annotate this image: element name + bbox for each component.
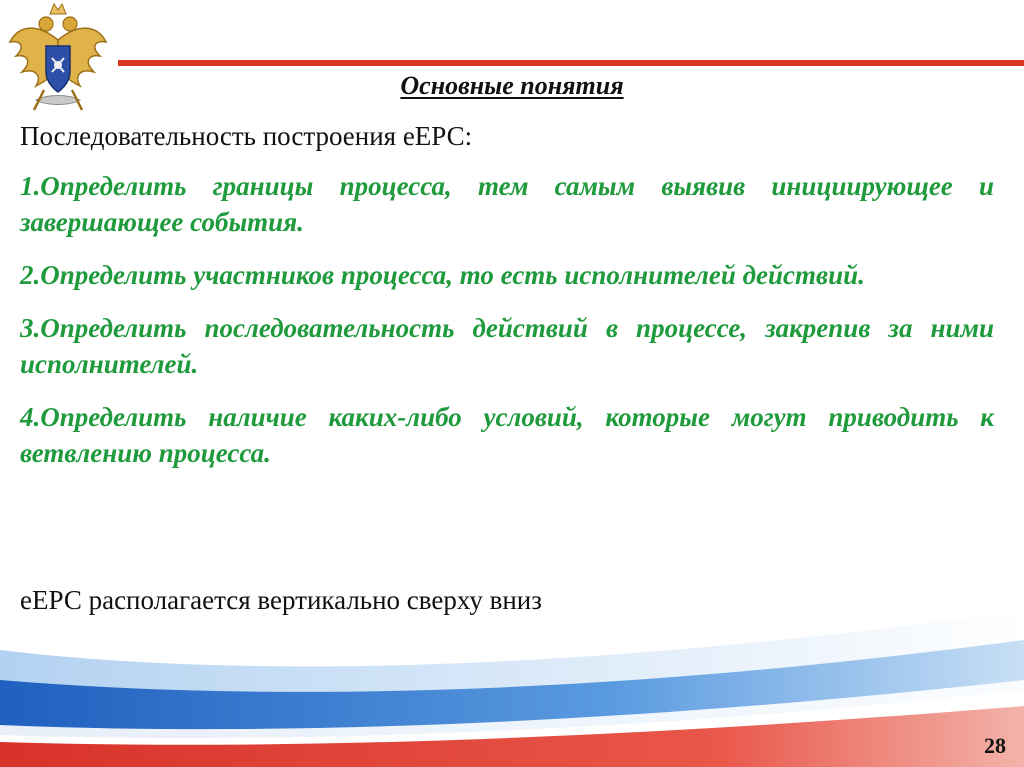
intro-text: Последовательность построения еЕРС: — [20, 121, 473, 151]
step-item: 4.Определить наличие каких-либо условий, которые могут приводить к ветвлению процесса. — [20, 402, 994, 468]
header-red-line — [118, 60, 1024, 66]
steps-list — [20, 168, 994, 488]
slide-title: Основные понятия — [400, 71, 624, 100]
step-item: 2.Определить участников процесса, то есть исполнителей действий. — [20, 260, 865, 290]
decorative-waves — [0, 610, 1024, 767]
step-item: 3.Определить последовательность действий в процессе, закрепив за ними исполнителей. — [20, 313, 994, 379]
page-number: 28 — [984, 733, 1006, 758]
step-item: 1.Определить границы процесса, тем самым выявив инициирующее и завершающее события. — [20, 171, 994, 237]
footer-text: еЕРС располагается вертикально сверху вниз — [20, 585, 542, 615]
